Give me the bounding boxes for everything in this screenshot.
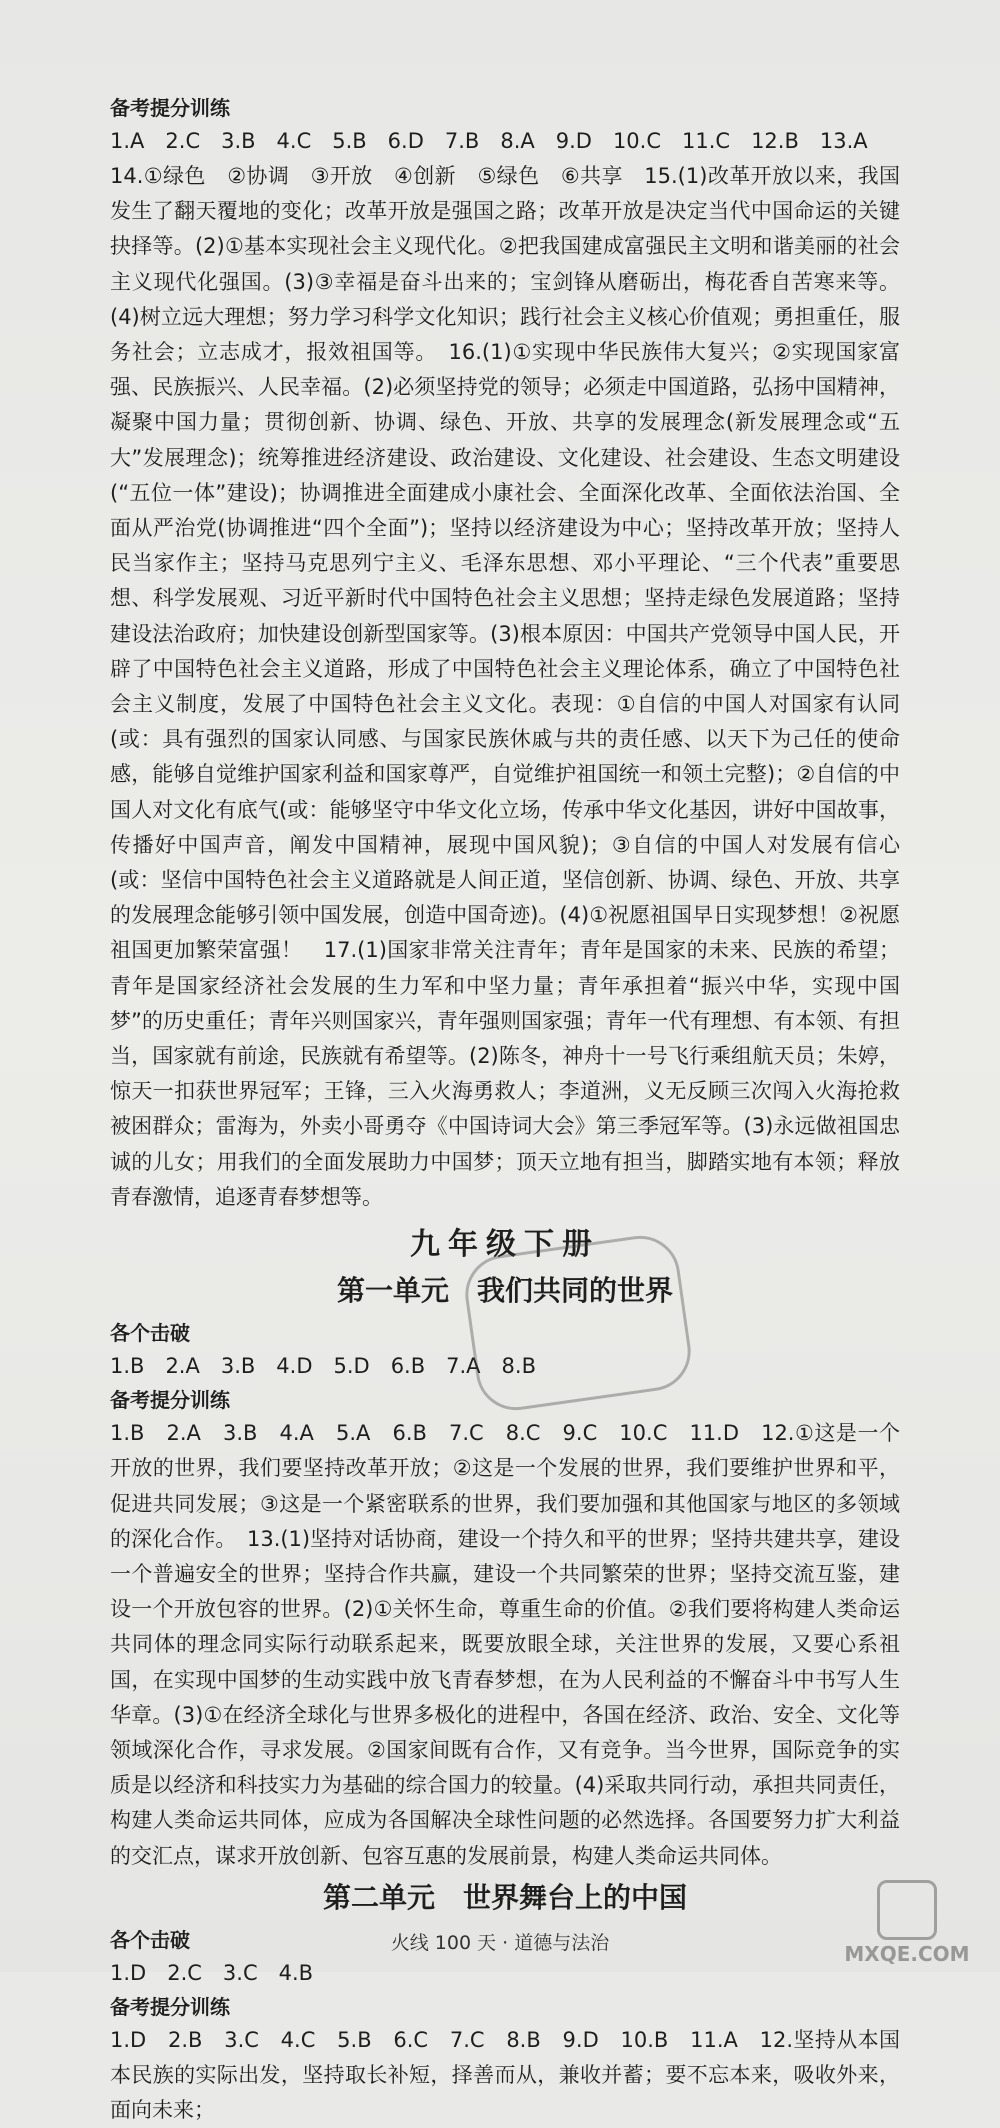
- faded-stamp: [460, 1231, 696, 1416]
- unit1-title: 第一单元 我们共同的世界: [336, 1274, 673, 1308]
- unit2-sub1-answers: 1.D 2.C 3.C 4.B: [110, 1960, 314, 1985]
- unit1-sub2-label: 备考提分训练: [110, 1388, 230, 1413]
- page-footer: 火线 100 天 · 道德与法治: [390, 1932, 610, 1954]
- unit2-title: 第二单元 世界舞台上的中国: [322, 1880, 687, 1914]
- unit1-sub2-text: 1.B 2.A 3.B 4.A 5.A 6.B 7.C 8.C 9.C 10.C 11.D 12.①这是一个开放的世界，我们要坚持改革开放；②这是一个发展的世界，我们要维护世界和平，促进共同发展；③这是一个紧密联系的世界，我们要加强和其他国家与地区的多领域的深化合作。 13.(1)坚持对话协商，建设一个持久和平的世界；坚持共建共享，建设一个普遍安全的世界；坚持合作共赢，建设一个共同繁荣的世界；坚持交流互鉴，建设一个开放包容的世界。(2)①关怀生命，尊重生命的价值。②我们要将构建人类命运共同体的理念同实际行动联系起来，既要放眼全球，关注世界的发展，又要心系祖国，在实现中国梦的生动实践中放飞青春梦想，在为人民利益的不懈奋斗中书写人生华章。(3)①在经济全球化与世界多极化的进程中，各国在经济、政治、安全、文化等领域深化合作，寻求发展。②国家间既有合作，又有竞争。当今世界，国际竞争的实质是以经济和科技实力为基础的综合国力的较量。(4)采取共同行动，承担共同责任，构建人类命运共同体，应成为各国解决全球性问题的必然选择。各国要努力扩大利益的交汇点，谋求开放创新、包容互惠的发展前景，构建人类命运共同体。: [110, 1421, 900, 1868]
- watermark-logo-icon: [877, 1880, 937, 1940]
- site-watermark: [832, 1880, 982, 1966]
- unit2-sub2-text: 1.D 2.B 3.C 4.C 5.B 6.C 7.C 8.B 9.D 10.B 11.A 12.坚持从本国本民族的实际出发，坚持取长补短，择善而从，兼收并蓄；要不忘本来，吸收外来，面向未来；: [110, 2027, 900, 2123]
- answer-paragraph-top: 14.①绿色 ②协调 ③开放 ④创新 ⑤绿色 ⑥共享 15.(1)改革开放以来，我国发生了翻天覆地的变化；改革开放是强国之路；改革开放是决定当代中国命运的关键抉择等。(2)①基本实现社会主义现代化。②把我国建成富强民主文明和谐美丽的社会主义现代化强国。(3)③幸福是奋斗出来的；宝剑锋从磨砺出，梅花香自苦寒来等。(4)树立远大理想；努力学习科学文化知识；践行社会主义核心价值观；勇担重任，服务社会；立志成才，报效祖国等。 16.(1)①实现中华民族伟大复兴；②实现国家富强、民族振兴、人民幸福。(2)必须坚持党的领导；必须走中国道路，弘扬中国精神，凝聚中国力量；贯彻创新、协调、绿色、开放、共享的发展理念(新发展理念或“五大”发展理念)；统筹推进经济建设、政治建设、文化建设、社会建设、生态文明建设(“五位一体”建设)；协调推进全面建成小康社会、全面深化改革、全面依法治国、全面从严治党(协调推进“四个全面”)；坚持以经济建设为中心；坚持改革开放；坚持人民当家作主；坚持马克思列宁主义、毛泽东思想、邓小平理论、“三个代表”重要思想、科学发展观、习近平新时代中国特色社会主义思想；坚持走绿色发展道路；坚持建设法治政府；加快建设创新型国家等。(3)根本原因：中国共产党领导中国人民，开辟了中国特色社会主义道路，形成了中国特色社会主义理论体系，确立了中国特色社会主义制度，发展了中国特色社会主义文化。表现：①自信的中国人对国家有认同(或：具有强烈的国家认同感、与国家民族休戚与共的责任感、以天下为己任的使命感，能够自觉维护国家利益和国家尊严，自觉维护祖国统一和领土完整)；②自信的中国人对文化有底气(或：能够坚守中华文化立场，传承中华文化基因，讲好中国故事，传播好中国声音，阐发中国精神，展现中国风貌)；③自信的中国人对发展有信心(或：坚信中国特色社会主义道路就是人间正道，坚信创新、协调、绿色、开放、共享的发展理念能够引领中国发展，创造中国奇迹)。(4)①祝愿祖国早日实现梦想！②祝愿祖国更加繁荣富强！ 17.(1)国家非常关注青年；青年是国家的未来、民族的希望；青年是国家经济社会发展的生力军和中坚力量；青年承担着“振兴中华，实现中国梦”的历史重任；青年兴则国家兴，青年强则国家强；青年一代有理想、有本领、有担当，国家就有前途，民族就有希望等。(2)陈冬，神舟十一号飞行乘组航天员；朱婷，惊天一扣获世界冠军；王锋，三入火海勇救人；李道洲，义无反顾三次闯入火海抢救被困群众；雷海为，外卖小哥勇夺《中国诗词大会》第三季冠军等。(3)永远做祖国忠诚的儿女；用我们的全面发展助力中国梦；顶天立地有担当，脚踏实地有本领；释放青春激情，追逐青春梦想等。: [110, 164, 900, 1209]
- answer-content: [110, 92, 900, 2128]
- choice-answers-top: 1.A 2.C 3.B 4.C 5.B 6.D 7.B 8.A 9.D 10.C 11.C 12.B 13.A: [110, 129, 868, 153]
- unit2-sub2-label: 备考提分训练: [110, 1994, 230, 2019]
- unit2-sub1-label: 各个击破: [110, 1927, 190, 1952]
- book-volume-title: 九年级下册: [410, 1227, 600, 1263]
- watermark-text: MXQE.COM: [844, 1942, 970, 1966]
- unit1-sub1-label: 各个击破: [110, 1321, 190, 1346]
- unit1-sub1-answers: 1.B 2.A 3.B 4.D 5.D 6.B 7.A 8.B: [110, 1354, 536, 1379]
- section-label-top: 备考提分训练: [110, 96, 230, 120]
